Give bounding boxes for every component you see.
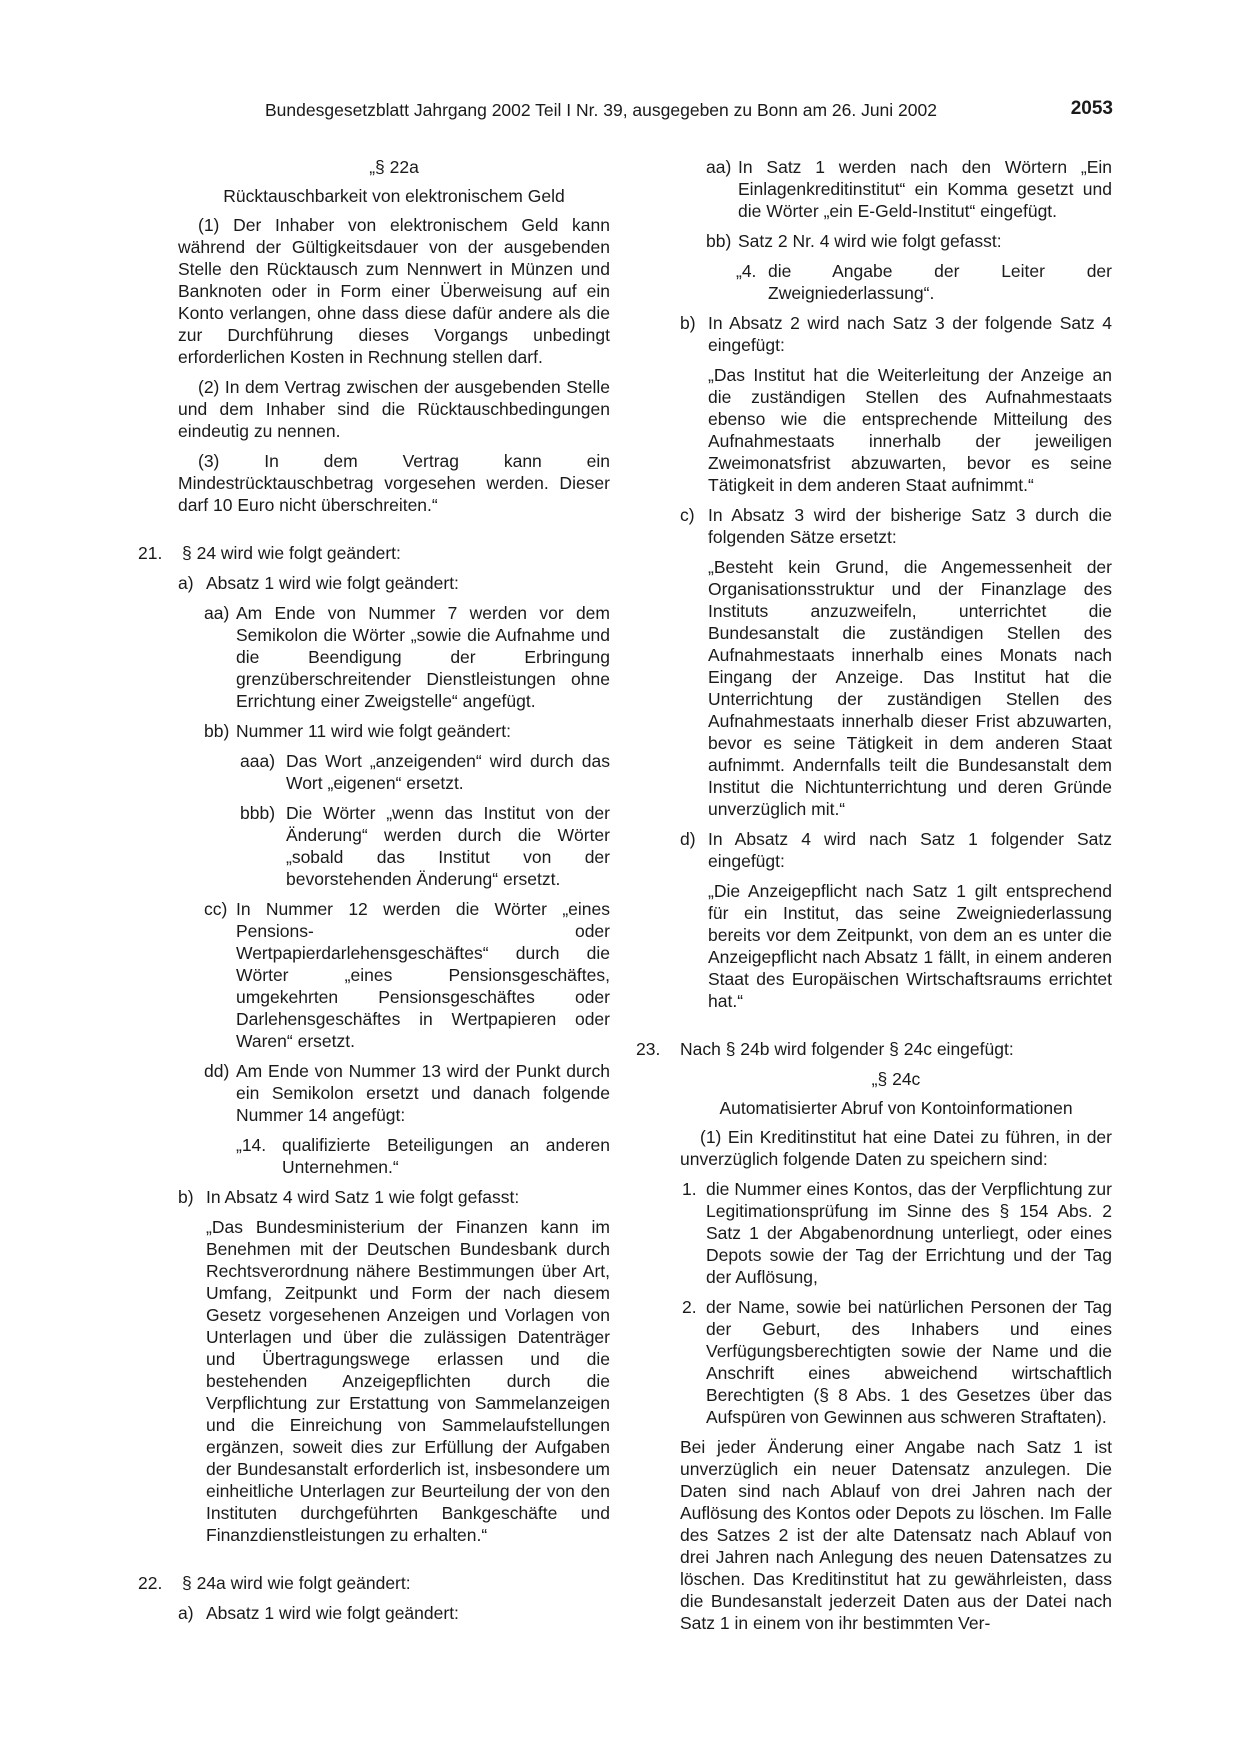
item-text: § 24a wird wie folgt geändert: <box>182 1573 411 1593</box>
item-text: In Absatz 3 wird der bisherige Satz 3 durch die folgenden Sätze ersetzt: <box>708 505 1112 547</box>
item-label: dd) <box>204 1061 230 1081</box>
left-column <box>138 156 610 1632</box>
item-label: 1. <box>682 1179 697 1199</box>
paragraph-22a-1: (1) Der Inhaber von elektronischem Geld kann während der Gültigkeitsdauer von der ausgebenden Stelle den Rücktausch zum Nennwert in Münzen und Banknoten oder in Form einer Überweisung auf ein Konto verlangen, ohne dass diese dafür andere als die zur Durchführung dieses Vorgangs unbedingt erforderlichen Kosten in Rechnung stellen darf. <box>178 215 610 367</box>
item-label: aaa) <box>240 751 276 771</box>
item-text: Nummer 11 wird wie folgt geändert: <box>236 721 511 741</box>
item-label: cc) <box>204 899 228 919</box>
list-item-21-a-bb-bbb <box>178 802 610 890</box>
list-item-22-a-bb-4 <box>680 260 1112 304</box>
item-text: die Angabe der Leiter der Zweigniederlassung“. <box>768 261 1112 303</box>
item-label: d) <box>680 829 696 849</box>
item-text: qualifizierte Beteiligungen an anderen Unternehmen.“ <box>282 1135 610 1177</box>
section-title-24c: „§ 24c <box>871 1069 921 1089</box>
list-item-21-a <box>178 572 610 594</box>
item-label: a) <box>178 1603 194 1623</box>
list-item-22-c <box>680 504 1112 548</box>
item-label: bb) <box>204 721 230 741</box>
item-label: bb) <box>706 231 732 251</box>
item-text: Die Wörter „wenn das Institut von der Änderung“ werden durch die Wörter „sobald das Institut von der bevorstehenden Änderung“ ersetzt. <box>286 803 610 889</box>
item-label: c) <box>680 505 695 525</box>
item-text: In Satz 1 werden nach den Wörtern „Ein Einlagenkreditinstitut“ ein Komma gesetzt und die Wörter „ein E-Geld-Institut“ eingefügt. <box>738 157 1112 221</box>
item-number: 21. <box>138 543 163 563</box>
list-item-22 <box>138 1572 610 1594</box>
item-text: In Absatz 4 wird nach Satz 1 folgender Satz eingefügt: <box>708 829 1112 871</box>
item-text: die Nummer eines Kontos, das der Verpflichtung zur Legitimationsprüfung im Sinne des § 154 Abs. 2 Satz 1 der Abgabenordnung unterliegt, oder eines Depots sowie der Tag der Errichtung und der Tag der Auflösung, <box>706 1179 1112 1287</box>
list-item-23 <box>636 1038 1112 1060</box>
list-item-21-b <box>178 1186 610 1208</box>
section-heading-22a: Rücktauschbarkeit von elektronischem Geld <box>223 186 565 206</box>
item-label: 2. <box>682 1297 697 1317</box>
list-item-21-a-dd-14 <box>178 1134 610 1178</box>
item-text: Am Ende von Nummer 13 wird der Punkt durch ein Semikolon ersetzt und danach folgende Nummer 14 angefügt: <box>236 1061 610 1125</box>
item-label: „14. <box>236 1135 267 1155</box>
list-item-21-a-aa <box>178 602 610 712</box>
item-label: aa) <box>706 157 732 177</box>
list-item-21 <box>138 542 610 564</box>
item-text: Am Ende von Nummer 7 werden vor dem Semikolon die Wörter „sowie die Aufnahme und die Beendigung der Erbringung grenzüberschreitender Dienstleistungen ohne Errichtung einer Zweigstelle“ angefügt. <box>236 603 610 711</box>
list-item-24c-1 <box>680 1178 1112 1288</box>
item-label: b) <box>680 313 696 333</box>
item-text: Absatz 1 wird wie folgt geändert: <box>206 1603 459 1623</box>
item-text: Satz 2 Nr. 4 wird wie folgt gefasst: <box>738 231 1002 251</box>
list-item-21-a-bb <box>178 720 610 742</box>
item-text: der Name, sowie bei natürlichen Personen der Tag der Geburt, des Inhabers und eines Verfügungsberechtigten sowie der Name und die Anschrift eines abweichend wirtschaftlich Berechtigten (§ 8 Abs. 1 des Gesetzes über das Aufspüren von Gewinnen aus schweren Straftaten). <box>706 1297 1112 1427</box>
quote-22-d: „Die Anzeigepflicht nach Satz 1 gilt entsprechend für ein Institut, das seine Zweigniederlassung bereits vor dem Zeitpunkt, von dem an es unter die Anzeigepflicht nach Absatz 1 fällt, in einem anderen Staat des Europäischen Wirtschaftsraums errichtet hat.“ <box>708 881 1112 1011</box>
list-item-21-a-dd <box>178 1060 610 1126</box>
list-item-21-a-cc <box>178 898 610 1052</box>
list-item-24c-2 <box>680 1296 1112 1428</box>
item-text: In Absatz 4 wird Satz 1 wie folgt gefasst: <box>206 1187 520 1207</box>
item-label: a) <box>178 573 194 593</box>
section-heading-24c: Automatisierter Abruf von Kontoinformationen <box>719 1098 1073 1118</box>
item-text: Absatz 1 wird wie folgt geändert: <box>206 573 459 593</box>
section-title-22a: „§ 22a <box>369 157 419 177</box>
item-label: b) <box>178 1187 194 1207</box>
list-item-22-b <box>680 312 1112 356</box>
paragraph-24c-1: (1) Ein Kreditinstitut hat eine Datei zu führen, in der unverzüglich folgende Daten zu speichern sind: <box>680 1127 1112 1169</box>
paragraph-22a-3: (3) In dem Vertrag kann ein Mindestrücktauschbetrag vorgesehen werden. Dieser darf 10 Euro nicht überschreiten.“ <box>178 451 610 515</box>
item-text: § 24 wird wie folgt geändert: <box>182 543 401 563</box>
list-item-22-a-aa <box>680 156 1112 222</box>
item-label: bbb) <box>240 803 276 823</box>
paragraph-22a-2: (2) In dem Vertrag zwischen der ausgebenden Stelle und dem Inhaber sind die Rücktauschbedingungen eindeutig zu nennen. <box>178 377 610 441</box>
list-item-22-a-bb <box>680 230 1112 252</box>
quote-22-c: „Besteht kein Grund, die Angemessenheit der Organisationsstruktur und der Finanzlage des Instituts anzuzweifeln, unterrichtet die Bundesanstalt die zuständigen Stellen des Aufnahmestaats innerhalb eines Monats nach Eingang der Anzeige. Das Institut hat die Unterrichtung der zuständigen Stellen des Aufnahmestaats innerhalb dieser Frist abzuwarten, bevor es seine Tätigkeit in dem anderen Staat aufnimmt. Andernfalls teilt die Bundesanstalt dem Institut die Nichtunterrichtung und deren Gründe unverzüglich mit.“ <box>708 557 1112 819</box>
item-text: In Nummer 12 werden die Wörter „eines Pensions- oder Wertpapierdarlehensgeschäftes“ durch die Wörter „eines Pensionsgeschäftes, umgekehrten Pensionsgeschäftes oder Darlehensgeschäftes in Wertpapieren oder Waren“ ersetzt. <box>236 899 610 1051</box>
item-text: Nach § 24b wird folgender § 24c eingefügt: <box>680 1039 1014 1059</box>
list-item-21-a-bb-aaa <box>178 750 610 794</box>
quote-22-b: „Das Institut hat die Weiterleitung der Anzeige an die zuständigen Stellen des Aufnahmestaats ebenso wie die entsprechende Mitteilung des Aufnahmestaats innerhalb der jeweiligen Zweimonatsfrist abzuwarten, bevor es seine Tätigkeit in dem anderen Staat aufnimmt.“ <box>708 365 1112 495</box>
paragraph-24c-2: Bei jeder Änderung einer Angabe nach Satz 1 ist unverzüglich ein neuer Datensatz anzulegen. Die Daten sind nach Ablauf von drei Jahren nach der Auflösung des Kontos oder Depots zu löschen. Im Falle des Satzes 2 ist der alte Datensatz nach Ablauf von drei Jahren nach Anlegung des neuen Datensatzes zu löschen. Das Kreditinstitut hat zu gewährleisten, dass die Bundesanstalt jederzeit Daten aus der Datei nach Satz 1 in einem von ihr bestimmten Ver- <box>680 1437 1112 1633</box>
page-number: 2053 <box>1070 98 1113 119</box>
running-header <box>265 99 1113 123</box>
running-title: Bundesgesetzblatt Jahrgang 2002 Teil I Nr. 39, ausgegeben zu Bonn am 26. Juni 2002 <box>265 100 937 120</box>
item-number: 22. <box>138 1573 163 1593</box>
item-label: aa) <box>204 603 230 623</box>
item-text: Das Wort „anzeigenden“ wird durch das Wort „eigenen“ ersetzt. <box>286 751 610 793</box>
list-item-22-d <box>680 828 1112 872</box>
list-item-22-a <box>178 1602 610 1624</box>
right-column <box>636 156 1112 1642</box>
item-text: In Absatz 2 wird nach Satz 3 der folgende Satz 4 eingefügt: <box>708 313 1112 355</box>
item-number: 23. <box>636 1039 661 1059</box>
item-label: „4. <box>736 261 757 281</box>
quote-21-b: „Das Bundesministerium der Finanzen kann im Benehmen mit der Deutschen Bundesbank durch Rechtsverordnung nähere Bestimmungen über Art, Umfang, Zeitpunkt und Form der nach diesem Gesetz vorgesehenen Anzeigen und Vorlagen von Unterlagen und über die zulässigen Datenträger und Übertragungswege erlassen und die bestehenden Anzeigepflichten durch die Verpflichtung zur Erstattung von Sammelanzeigen und die Einreichung von Sammelaufstellungen ergänzen, soweit dies zur Erfüllung der Aufgaben der Bundesanstalt erforderlich ist, insbesondere um einheitliche Unterlagen zur Beurteilung der von den Instituten durchgeführten Bankgeschäfte und Finanzdienstleistungen zu erhalten.“ <box>206 1217 610 1545</box>
